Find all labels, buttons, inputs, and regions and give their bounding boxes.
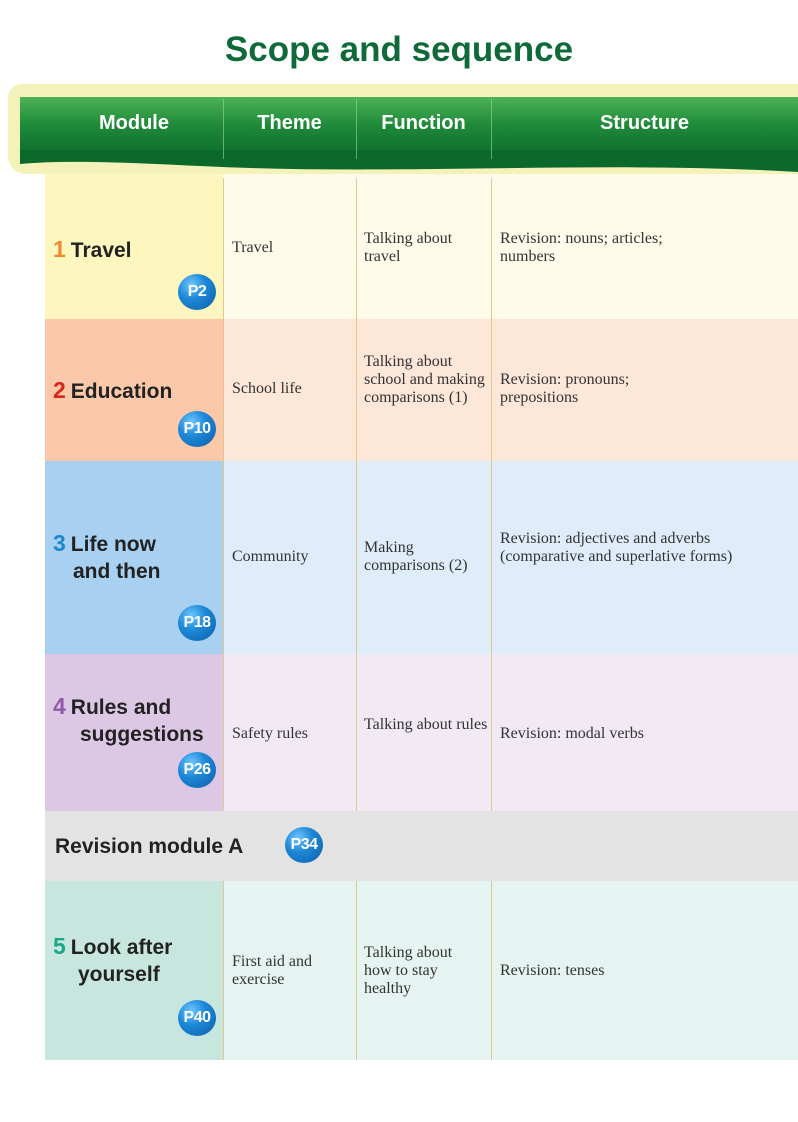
- divider: [491, 461, 492, 654]
- divider: [223, 461, 224, 654]
- page-badge[interactable]: P18: [178, 605, 216, 641]
- structure-text: Revision: tenses: [500, 962, 605, 979]
- module-name: Rules and: [70, 696, 172, 719]
- divider: [223, 178, 224, 319]
- page-badge[interactable]: P10: [178, 411, 216, 447]
- function-text: Talking about rules: [364, 716, 488, 733]
- table-row: [45, 881, 798, 1060]
- theme-text: School life: [232, 380, 302, 397]
- module-name-line2: suggestions: [80, 723, 204, 746]
- module-title: [53, 236, 132, 264]
- header-theme: Theme: [257, 112, 322, 134]
- divider: [491, 319, 492, 461]
- header-structure: Structure: [600, 112, 689, 134]
- module-number: 2: [53, 377, 66, 403]
- theme-text: Community: [232, 548, 309, 565]
- table-row: [45, 319, 798, 461]
- divider: [356, 654, 357, 811]
- theme-text: Safety rules: [232, 725, 308, 742]
- structure-text: Revision: pronouns; prepositions: [500, 371, 630, 406]
- module-name: Life now: [70, 533, 156, 556]
- function-text: Talking about travel: [364, 230, 453, 265]
- module-number: 1: [53, 236, 66, 262]
- module-title: [53, 530, 161, 585]
- page-badge[interactable]: P2: [178, 274, 216, 310]
- divider: [491, 178, 492, 319]
- theme-text: Travel: [232, 239, 274, 256]
- divider: [356, 319, 357, 461]
- module-name: Travel: [70, 239, 132, 262]
- module-title: [53, 933, 172, 988]
- header-wave: [0, 150, 798, 180]
- structure-text: Revision: adjectives and adverbs (comparative and superlative forms): [500, 530, 733, 565]
- page-badge[interactable]: P40: [178, 1000, 216, 1036]
- module-name: Education: [70, 380, 173, 403]
- theme-text: First aid and exercise: [232, 953, 312, 988]
- revision-module-row: [45, 811, 798, 881]
- function-text: Talking about school and making comparisons (1): [364, 353, 485, 406]
- function-text: Talking about how to stay healthy: [364, 944, 453, 997]
- revision-page-badge[interactable]: P34: [285, 827, 323, 863]
- divider: [223, 319, 224, 461]
- divider: [356, 881, 357, 1060]
- function-text: Making comparisons (2): [364, 539, 468, 574]
- table-row: [45, 461, 798, 654]
- header-function: Function: [381, 112, 466, 134]
- module-number: 5: [53, 933, 66, 959]
- divider: [491, 654, 492, 811]
- module-number: 4: [53, 693, 66, 719]
- module-name-line2: yourself: [78, 963, 160, 986]
- structure-text: Revision: modal verbs: [500, 725, 644, 742]
- structure-text: Revision: nouns; articles; numbers: [500, 230, 663, 265]
- revision-module-label: Revision module A: [55, 835, 244, 858]
- page-title: Scope and sequence: [224, 30, 574, 69]
- module-number: 3: [53, 530, 66, 556]
- divider: [223, 881, 224, 1060]
- header-module: Module: [99, 112, 169, 134]
- divider: [356, 178, 357, 319]
- page-badge[interactable]: P26: [178, 752, 216, 788]
- divider: [491, 881, 492, 1060]
- table-row: [45, 178, 798, 319]
- module-name-line2: and then: [73, 560, 161, 583]
- divider: [223, 654, 224, 811]
- module-name: Look after: [70, 936, 173, 959]
- module-title: [53, 693, 204, 748]
- table-row: [45, 654, 798, 811]
- divider: [356, 461, 357, 654]
- module-title: [53, 377, 172, 405]
